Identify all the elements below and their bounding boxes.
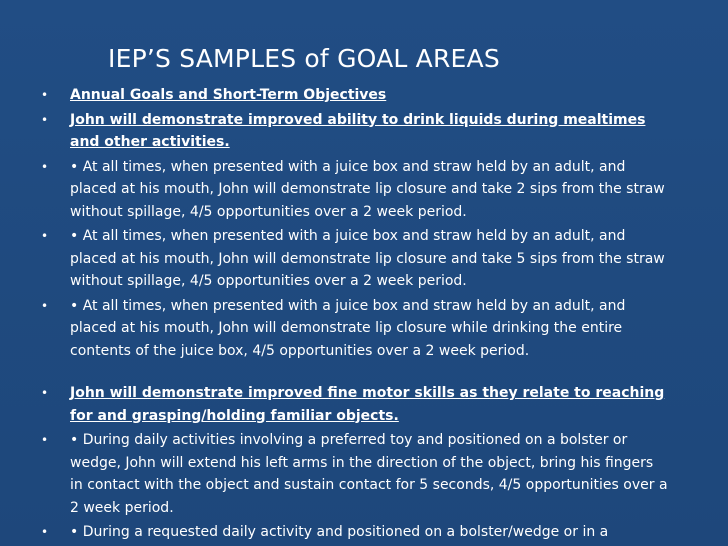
bullet-objective-5-sips <box>0 225 728 293</box>
bullet-dot-icon: • <box>41 229 49 243</box>
bullet-text: • At all times, when presented with a juice box and straw held by an adult, and placed at his mouth, John will demonstrate lip closure and take 5 sips from the straw without spillage, 4/5 opportunities over a 2 week period. <box>70 228 665 289</box>
bullet-text: • During daily activities involving a preferred toy and positioned on a bolster or wedge, John will extend his left arms in the direction of the object, bring his fingers in contact with the object and sustain contact for 5 seconds, 4/5 opportunities over a 2 week period. <box>70 432 668 516</box>
bullet-text: • At all times, when presented with a juice box and straw held by an adult, and placed at his mouth, John will demonstrate lip closure while drinking the entire contents of the juice box, 4/5 opportunities over a 2 week period. <box>70 297 626 359</box>
bullet-text: • At all times, when presented with a juice box and straw held by an adult, and placed at his mouth, John will demonstrate lip closure and take 2 sips from the straw without spillage, 4/5 opportunities over a 2 week period. <box>70 158 665 220</box>
bullet-text: John will demonstrate improved fine motor skills as they relate to reaching for and grasping/holding familiar objects. <box>70 385 665 424</box>
bullet-dot-icon: • <box>41 433 49 447</box>
bullet-dot-icon: • <box>41 298 49 313</box>
bullet-dot-icon: • <box>41 88 49 102</box>
bullet-dot-icon: • <box>41 525 49 539</box>
bullet-text: Annual Goals and Short-Term Objectives <box>70 87 387 103</box>
bullet-goal-drinking <box>0 109 728 154</box>
bullet-objective-requested-activity <box>0 521 728 544</box>
bullet-dot-icon: • <box>41 386 49 400</box>
bullet-objective-reach-toy <box>0 429 728 519</box>
bullet-goal-fine-motor <box>0 382 728 427</box>
bullet-dot-icon: • <box>41 159 49 174</box>
bullet-objective-entire-box <box>0 295 728 363</box>
bullet-text: John will demonstrate improved ability to drink liquids during mealtimes and other activities. <box>70 111 646 150</box>
slide-title: IEP’S SAMPLES of GOAL AREAS <box>108 44 500 73</box>
bullet-text: • During a requested daily activity and positioned on a bolster/wedge or in a <box>70 524 609 540</box>
bullet-list <box>0 84 728 546</box>
bullet-dot-icon: • <box>41 112 49 127</box>
bullet-annual-goals <box>0 84 728 107</box>
bullet-objective-2-sips <box>0 156 728 224</box>
